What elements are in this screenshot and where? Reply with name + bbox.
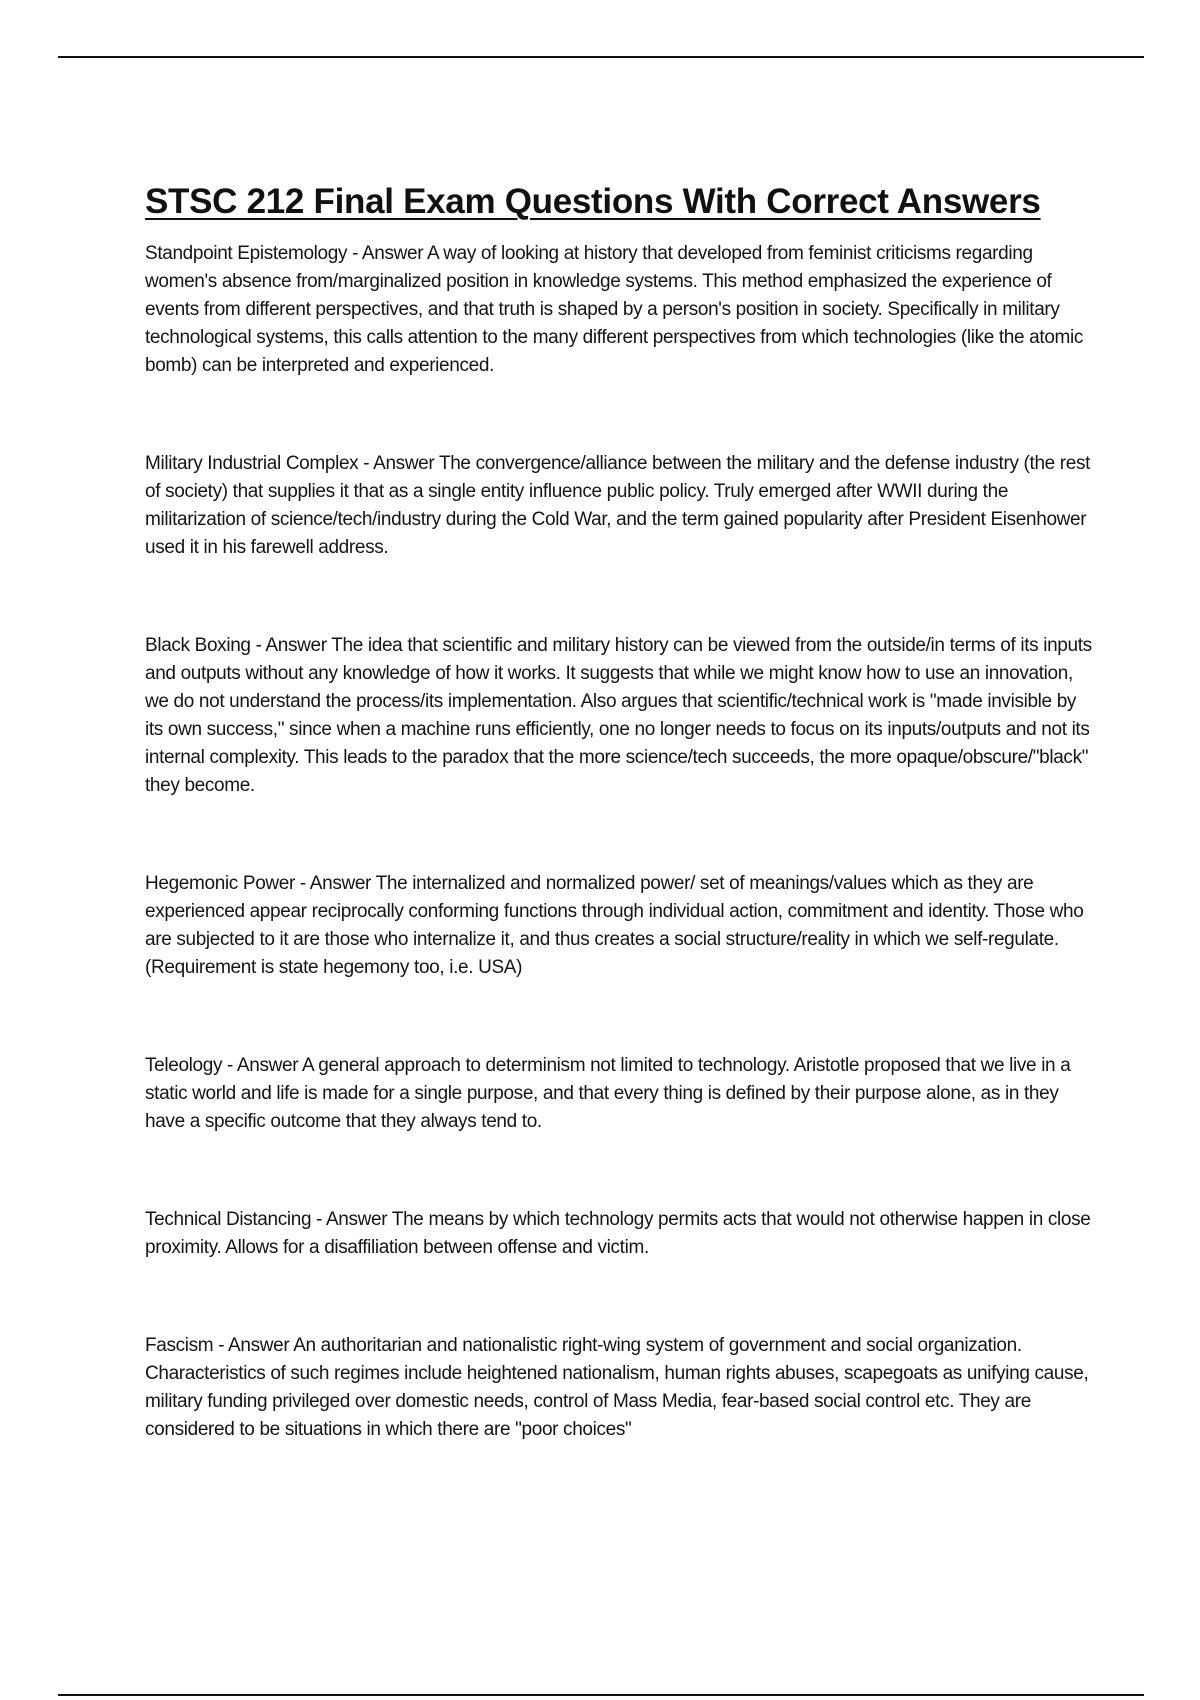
document-body: [145, 182, 1095, 1444]
qa-entry-black-boxing: Black Boxing - Answer The idea that scientific and military history can be viewed from the outside/in terms of its inputs and outputs without any knowledge of how it works. It suggests that while we might know how to use an innovation, we do not understand the process/its implementation. Also argues that scientific/technical work is "made invisible by its own success," since when a machine runs efficiently, one no longer needs to focus on its inputs/outputs and not its internal complexity. This leads to the paradox that the more science/tech succeeds, the more opaque/obscure/"black" they become.: [145, 635, 1092, 796]
footer-rule: [58, 1694, 1144, 1696]
qa-entries: [145, 240, 1095, 1444]
qa-entry-military-industrial-complex: Military Industrial Complex - Answer The convergence/alliance between the military and the defense industry (the rest of society) that supplies it that as a single entity influence public policy. Truly emerged after WWII during the militarization of science/tech/industry during the Cold War, and the term gained popularity after President Eisenhower used it in his farewell address.: [145, 453, 1091, 558]
qa-entry-standpoint-epistemology: Standpoint Epistemology - Answer A way of looking at history that developed from feminist criticisms regarding women's absence from/marginalized position in knowledge systems. This method emphasized the experience of events from different perspectives, and that truth is shaped by a person's position in society. Specifically in military technological systems, this calls attention to the many different perspectives from which technologies (like the atomic bomb) can be interpreted and experienced.: [145, 243, 1084, 376]
document-title: STSC 212 Final Exam Questions With Correct Answers: [145, 182, 1041, 221]
qa-entry-teleology: Teleology - Answer A general approach to determinism not limited to technology. Aristotle proposed that we live in a static world and life is made for a single purpose, and that every thing is defined by their purpose alone, as in they have a specific outcome that they always tend to.: [145, 1055, 1071, 1132]
qa-entry-hegemonic-power: Hegemonic Power - Answer The internalized and normalized power/ set of meanings/values which as they are experienced appear reciprocally conforming functions through individual action, commitment and identity. Those who are subjected to it are those who internalize it, and thus creates a social structure/reality in which we self-regulate. (Requirement is state hegemony too, i.e. USA): [145, 873, 1084, 978]
header-rule: [58, 56, 1144, 58]
qa-entry-fascism: Fascism - Answer An authoritarian and nationalistic right-wing system of government and social organization. Characteristics of such regimes include heightened nationalism, human rights abuses, scapegoats as unifying cause, military funding privileged over domestic needs, control of Mass Media, fear-based social control etc. They are considered to be situations in which there are "poor choices": [145, 1335, 1089, 1440]
qa-entry-technical-distancing: Technical Distancing - Answer The means by which technology permits acts that would not otherwise happen in close proximity. Allows for a disaffiliation between offense and victim.: [145, 1209, 1091, 1258]
